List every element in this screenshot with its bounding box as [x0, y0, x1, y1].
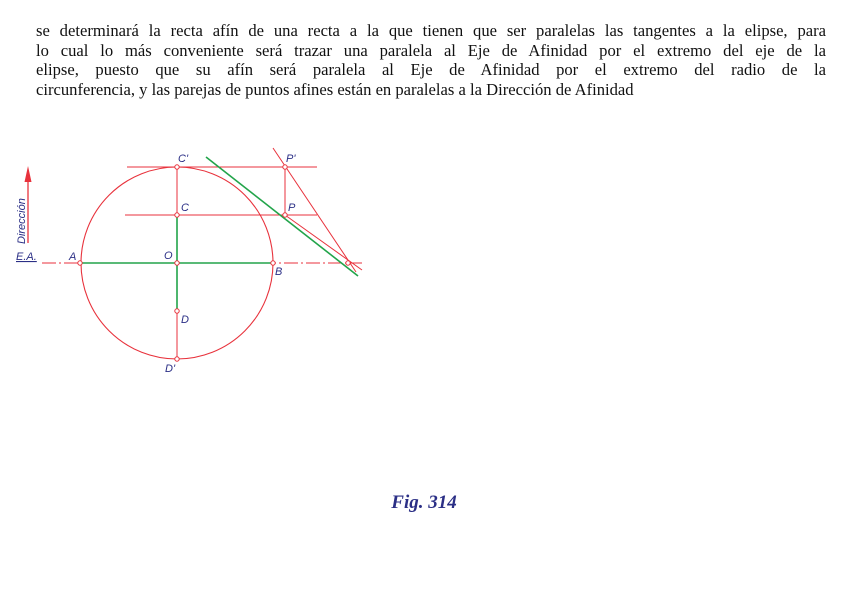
affinity-axis-label: E.A.	[16, 251, 37, 263]
label-a: A	[69, 251, 77, 263]
point-d-prime-marker	[175, 357, 179, 361]
label-b: B	[275, 266, 283, 278]
paragraph-line-3: elipse, puesto que su afín será paralela al Eje de Afinidad por el extremo del radio de la	[36, 60, 826, 79]
label-c-prime: C'	[178, 153, 189, 165]
point-b-marker	[271, 261, 275, 265]
label-d-prime: D'	[165, 363, 176, 375]
paragraph-line-2: lo cual lo más conveniente será trazar una paralela al Eje de Afinidad por el extremo del eje de la	[36, 40, 826, 60]
affinity-figure	[0, 140, 380, 390]
green-tangent-direction	[206, 157, 358, 276]
point-a-marker	[78, 261, 82, 265]
point-p-marker	[283, 213, 287, 217]
label-p: P	[288, 202, 296, 214]
label-c: C	[181, 202, 189, 214]
label-o: O	[164, 250, 173, 262]
point-d-marker	[175, 309, 179, 313]
point-c-marker	[175, 213, 179, 217]
point-o-marker	[175, 261, 179, 265]
direction-label: Dirección	[16, 198, 28, 244]
point-p-prime-marker	[283, 165, 287, 169]
direction-arrow-head	[25, 166, 32, 182]
paragraph-line-4: circunferencia, y las parejas de puntos afines están en paralelas a la Dirección de Afinidad	[36, 79, 634, 99]
label-p-prime: P'	[286, 153, 296, 165]
label-d: D	[181, 314, 189, 326]
point-c-prime-marker	[175, 165, 179, 169]
body-paragraph	[36, 21, 826, 99]
point-axis-intersection-marker	[346, 261, 350, 265]
figure-caption: Fig. 314	[391, 492, 457, 513]
paragraph-line-1: se determinará la recta afín de una recta a la que tienen que ser paralelas las tangentes a la elipse, para	[36, 21, 826, 40]
